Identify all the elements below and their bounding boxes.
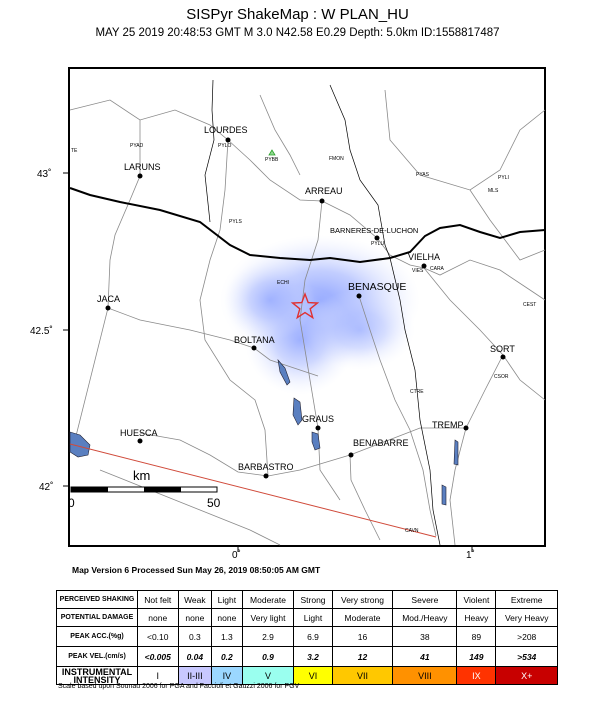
legend-cell: Light bbox=[294, 609, 332, 627]
city-dot-icon bbox=[264, 474, 269, 479]
intensity-cell: II-III bbox=[178, 667, 212, 685]
station-label: CAVN bbox=[405, 528, 419, 534]
city-label: SORT bbox=[490, 344, 515, 354]
intensity-cell: VII bbox=[332, 667, 393, 685]
legend-row-shaking bbox=[57, 591, 558, 609]
city-label: GRAUS bbox=[302, 414, 335, 424]
legend-header: PERCEIVED SHAKING bbox=[57, 591, 138, 609]
city-label: TREMP bbox=[432, 420, 464, 430]
city-dot-icon bbox=[357, 294, 362, 299]
city-dot-icon bbox=[226, 138, 231, 143]
lat-ticks bbox=[30, 168, 69, 493]
legend-cell: Strong bbox=[294, 591, 332, 609]
city-label: BENABARRE bbox=[353, 438, 409, 448]
intensity-cell: V bbox=[242, 667, 294, 685]
legend-cell: Moderate bbox=[332, 609, 393, 627]
city-label: BOLTANA bbox=[234, 335, 275, 345]
legend-cell: Very strong bbox=[332, 591, 393, 609]
city-label: LOURDES bbox=[204, 125, 248, 135]
legend-row-damage bbox=[57, 609, 558, 627]
legend-cell: none bbox=[212, 609, 242, 627]
station-label: PYLI bbox=[498, 175, 509, 181]
legend-cell: Very Heavy bbox=[496, 609, 558, 627]
station-label: MLS bbox=[488, 188, 499, 194]
legend-cell: Weak bbox=[178, 591, 212, 609]
city-dot-icon bbox=[320, 199, 325, 204]
legend-row-pgv bbox=[57, 647, 558, 667]
legend-cell: <0.005 bbox=[138, 647, 179, 667]
station-label: PYLU bbox=[371, 241, 385, 247]
intensity-cell: IX bbox=[457, 667, 496, 685]
station-label: VIES bbox=[412, 268, 424, 274]
lon-tick-label: 1˚ bbox=[466, 550, 475, 560]
station-label: PYAD bbox=[130, 143, 144, 149]
city-label: BENASQUE bbox=[348, 281, 407, 293]
legend-cell: 3.2 bbox=[294, 647, 332, 667]
city-dot-icon bbox=[464, 426, 469, 431]
scale-start: 0 bbox=[68, 496, 75, 510]
legend-cell: >534 bbox=[496, 647, 558, 667]
legend-cell: Heavy bbox=[457, 609, 496, 627]
event-info: MAY 25 2019 20:48:53 GMT M 3.0 N42.58 E0.29 Depth: 5.0km ID:1558817487 bbox=[95, 27, 500, 39]
station-label: PYAS bbox=[416, 172, 429, 178]
legend-cell: none bbox=[138, 609, 179, 627]
city-label: BARNERES-DE-LUCHON bbox=[330, 226, 419, 235]
city-label: JACA bbox=[97, 294, 121, 304]
station-label: CARA bbox=[430, 266, 444, 272]
city-dot-icon bbox=[138, 439, 143, 444]
legend-cell: Moderate bbox=[242, 591, 294, 609]
legend-header: INSTRUMENTAL INTENSITY bbox=[57, 667, 138, 685]
city-dot-icon bbox=[375, 236, 380, 241]
legend-row-pga bbox=[57, 627, 558, 647]
legend-cell: 0.3 bbox=[178, 627, 212, 647]
legend-cell: >208 bbox=[496, 627, 558, 647]
city-label: VIELHA bbox=[408, 252, 441, 262]
legend-cell: Violent bbox=[457, 591, 496, 609]
city-label: BARBASTRO bbox=[238, 462, 294, 472]
processed-note: Map Version 6 Processed Sun May 26, 2019 08:50:05 AM GMT bbox=[72, 565, 321, 575]
city-dot-icon bbox=[349, 453, 354, 458]
legend-cell: Very light bbox=[242, 609, 294, 627]
city-dot-icon bbox=[252, 346, 257, 351]
intensity-cell: VI bbox=[294, 667, 332, 685]
legend-cell: 149 bbox=[457, 647, 496, 667]
intensity-cell: IV bbox=[212, 667, 242, 685]
city-label: ARREAU bbox=[305, 186, 343, 196]
legend-cell: 16 bbox=[332, 627, 393, 647]
station-label: ECHI bbox=[277, 280, 289, 286]
intensity-legend bbox=[56, 590, 558, 685]
legend-cell: 1.3 bbox=[212, 627, 242, 647]
legend-cell: Mod./Heavy bbox=[393, 609, 457, 627]
intensity-cell: X+ bbox=[496, 667, 558, 685]
legend-cell: 89 bbox=[457, 627, 496, 647]
legend-cell: 12 bbox=[332, 647, 393, 667]
lon-ticks bbox=[232, 546, 475, 560]
intensity-cell: I bbox=[138, 667, 179, 685]
city-dot-icon bbox=[422, 264, 427, 269]
legend-cell: 38 bbox=[393, 627, 457, 647]
legend-cell: 0.9 bbox=[242, 647, 294, 667]
legend-cell: Severe bbox=[393, 591, 457, 609]
legend-cell: Not felt bbox=[138, 591, 179, 609]
lon-tick-label: 0˚ bbox=[232, 550, 241, 560]
footnote: Scale based upon Sounau 2006 for PGA and Faccioli et Gauzzi 2006 for PGV bbox=[58, 683, 300, 690]
legend-cell: 0.04 bbox=[178, 647, 212, 667]
station-label: CTRE bbox=[410, 389, 424, 395]
city-dot-icon bbox=[138, 174, 143, 179]
legend-cell: none bbox=[178, 609, 212, 627]
legend-header: PEAK ACC.(%g) bbox=[57, 627, 138, 647]
legend-cell: 6.9 bbox=[294, 627, 332, 647]
lat-tick-label: 42.5˚ bbox=[30, 326, 53, 337]
legend-header: PEAK VEL.(cm/s) bbox=[57, 647, 138, 667]
legend-cell: Extreme bbox=[496, 591, 558, 609]
station-label: TE bbox=[71, 148, 78, 154]
city-dot-icon bbox=[316, 426, 321, 431]
map-title: SISPyr ShakeMap : W PLAN_HU bbox=[186, 6, 409, 23]
station-label: PYLO bbox=[218, 143, 232, 149]
city-dot-icon bbox=[106, 306, 111, 311]
city-label: HUESCA bbox=[120, 428, 158, 438]
scale-end: 50 bbox=[207, 496, 221, 510]
intensity-cell: VIII bbox=[393, 667, 457, 685]
station-label: CSOR bbox=[494, 374, 509, 380]
scale-unit: km bbox=[133, 468, 151, 483]
legend-cell: <0.10 bbox=[138, 627, 179, 647]
legend-cell: Light bbox=[212, 591, 242, 609]
lat-tick-label: 43˚ bbox=[37, 169, 52, 180]
legend-header: POTENTIAL DAMAGE bbox=[57, 609, 138, 627]
station-label: PYBB bbox=[265, 157, 279, 163]
city-label: LARUNS bbox=[124, 162, 161, 172]
city-dot-icon bbox=[501, 355, 506, 360]
lat-tick-label: 42˚ bbox=[39, 482, 54, 493]
station-label: CEST bbox=[523, 302, 537, 308]
legend-cell: 41 bbox=[393, 647, 457, 667]
station-label: FMON bbox=[329, 156, 344, 162]
legend-cell: 2.9 bbox=[242, 627, 294, 647]
legend-row-intensity bbox=[57, 667, 558, 685]
legend-cell: 0.2 bbox=[212, 647, 242, 667]
station-label: PYLS bbox=[229, 219, 242, 225]
